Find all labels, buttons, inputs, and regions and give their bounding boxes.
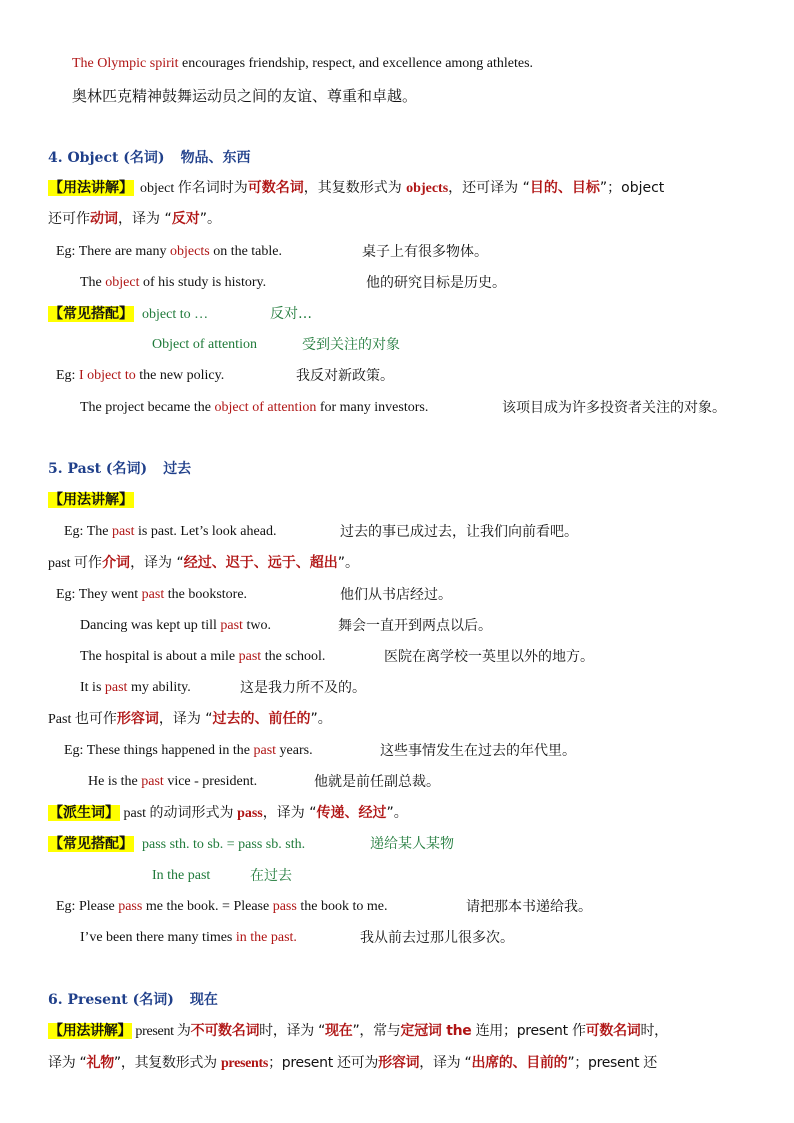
collocation-en: pass sth. to sb. = pass sb. sth. — [142, 837, 306, 852]
collocation-zh: 反对… — [270, 306, 312, 322]
text: 还可作 — [48, 211, 90, 227]
text: The — [80, 275, 106, 290]
collocation-en: In the past — [152, 868, 211, 883]
text: years. — [276, 743, 313, 758]
text: I’ve been there many times — [80, 930, 236, 945]
keyword: past — [111, 524, 135, 539]
text: present 为 — [132, 1024, 191, 1039]
usage-line-2 — [48, 209, 221, 229]
example-sentence — [80, 273, 266, 293]
keyword: past — [238, 649, 262, 664]
text: the new policy. — [135, 368, 225, 383]
usage-line — [48, 178, 664, 199]
keyword: past — [220, 618, 243, 633]
keyword: 可数名词 — [585, 1023, 641, 1039]
example-sentence — [64, 741, 313, 761]
section-title: 4. Object (名词) — [48, 150, 165, 166]
text: ”，其复数形式为 — [113, 1055, 221, 1071]
text: for many investors. — [316, 400, 429, 415]
text: Past 也可作 — [48, 712, 117, 727]
keyword: presents — [220, 1056, 269, 1071]
derivative-tag: 【派生词】 — [49, 805, 119, 821]
text: ，译为 “ — [118, 211, 172, 227]
text: past 可作 — [48, 556, 103, 571]
text: the school. — [261, 649, 326, 664]
text: Eg: These things happened in the — [64, 743, 254, 758]
text: It is — [80, 680, 105, 695]
section-meaning: 过去 — [163, 461, 192, 477]
example-translation: 这是我力所不及的。 — [240, 680, 366, 696]
keyword: 经过、迟于、远于、超出 — [183, 555, 338, 571]
derivative-line — [48, 803, 408, 824]
text: 时， — [640, 1023, 668, 1039]
text: He is the — [88, 774, 142, 789]
text: Eg: Please — [56, 899, 119, 914]
intro-sentence — [72, 54, 533, 74]
example-translation: 该项目成为许多投资者关注的对象。 — [502, 400, 726, 416]
text: Eg: The — [64, 524, 112, 539]
usage-line — [48, 490, 134, 510]
example-sentence — [64, 522, 276, 542]
example-translation: 医院在离学校一英里以外的地方。 — [384, 649, 594, 665]
collocation-tag: 【常见搭配】 — [49, 306, 133, 322]
text: ，其复数形式为 — [303, 180, 407, 196]
text: ；present 还可为 — [268, 1055, 379, 1071]
keyword: object of attention — [214, 400, 317, 415]
keyword: 介词 — [102, 555, 131, 571]
example-sentence — [88, 772, 257, 792]
text: ”。 — [386, 805, 408, 821]
example-translation: 他就是前任副总裁。 — [314, 774, 440, 790]
text: 时，译为 “ — [259, 1023, 326, 1039]
text: ”。 — [310, 711, 332, 727]
collocation-line — [48, 834, 305, 855]
collocation-line — [48, 304, 208, 325]
text: two. — [242, 618, 271, 633]
example-translation: 他的研究目标是历史。 — [366, 275, 506, 291]
usage-tag: 【用法讲解】 — [49, 1023, 132, 1039]
text: ，译为 “ — [262, 805, 317, 821]
usage-tag: 【用法讲解】 — [49, 180, 133, 196]
keyword: past — [104, 680, 128, 695]
text: The hospital is about a mile — [80, 649, 239, 664]
example-translation: 我从前去过那儿很多次。 — [360, 930, 514, 946]
section-meaning: 现在 — [189, 992, 218, 1008]
text: Eg: They went — [56, 587, 142, 602]
text: ”；present 还 — [567, 1055, 657, 1071]
text: ”。 — [337, 555, 360, 571]
collocation-zh: 递给某人某物 — [370, 836, 454, 852]
example-translation: 过去的事已成过去，让我们向前看吧。 — [340, 524, 578, 540]
example-sentence — [56, 585, 247, 605]
collocation-en: object to … — [142, 307, 209, 322]
text: Dancing was kept up till — [80, 618, 221, 633]
keyword: pass — [272, 899, 297, 914]
usage-line — [48, 1021, 668, 1042]
usage-adj-line — [48, 709, 332, 730]
text: is past. Let’s look ahead. — [134, 524, 277, 539]
intro-translation: 奥林匹克精神鼓舞运动员之间的友谊、尊重和卓越。 — [72, 87, 418, 105]
text: the book to me. — [296, 899, 388, 914]
text: object 作名词时为 — [140, 181, 248, 196]
example-translation: 请把那本书递给我。 — [466, 899, 592, 915]
text: ”。 — [199, 211, 221, 227]
text: on the table. — [209, 244, 282, 259]
keyword: pass — [237, 806, 263, 821]
example-sentence — [80, 928, 297, 948]
example-sentence — [56, 242, 282, 262]
text: ，译为 “ — [158, 711, 213, 727]
example-translation: 这些事情发生在过去的年代里。 — [380, 743, 576, 759]
text: Eg: — [56, 368, 79, 383]
example-translation: 我反对新政策。 — [296, 368, 394, 384]
section-meaning: 物品、东西 — [180, 150, 251, 166]
example-sentence — [56, 897, 387, 917]
keyword: I object to — [78, 368, 136, 383]
intro-rest: encourages friendship, respect, and excellence among athletes. — [178, 56, 534, 71]
keyword: 目的、目标 — [529, 180, 600, 196]
example-translation: 他们从书店经过。 — [340, 587, 452, 603]
collocation-tag: 【常见搭配】 — [49, 836, 133, 852]
text: the bookstore. — [164, 587, 248, 602]
text: Eg: There are many — [56, 244, 171, 259]
keyword: objects — [170, 244, 210, 259]
example-translation: 舞会一直开到两点以后。 — [338, 618, 492, 634]
keyword: 现在 — [325, 1023, 353, 1039]
text: past 的动词形式为 — [120, 806, 238, 821]
text: vice - president. — [163, 774, 258, 789]
example-sentence — [56, 366, 224, 386]
section-4-heading — [48, 148, 251, 168]
section-title: 6. Present (名词) — [48, 992, 174, 1008]
section-6-heading — [48, 990, 218, 1010]
keyword: objects — [406, 181, 449, 196]
keyword: in the past. — [235, 930, 297, 945]
example-translation: 桌子上有很多物体。 — [362, 244, 488, 260]
example-sentence — [80, 678, 191, 698]
text: of his study is history. — [139, 275, 267, 290]
keyword: 过去的、前任的 — [212, 711, 311, 727]
text: my ability. — [127, 680, 191, 695]
usage-prep-line — [48, 553, 359, 574]
keyword: past — [253, 743, 277, 758]
text: 译为 “ — [48, 1055, 87, 1071]
usage-tag: 【用法讲解】 — [49, 492, 133, 508]
keyword: 传递、经过 — [316, 805, 387, 821]
keyword: 反对 — [171, 211, 200, 227]
text: ，译为 “ — [419, 1055, 472, 1071]
collocation-en: Object of attention — [152, 337, 257, 352]
text: 连用；present 作 — [471, 1023, 586, 1039]
keyword: 礼物 — [86, 1055, 114, 1071]
text: ”，常与 — [352, 1023, 401, 1039]
example-sentence — [80, 647, 325, 667]
keyword: 定冠词 the — [400, 1023, 472, 1039]
keyword: pass — [118, 899, 143, 914]
text: ”；object — [599, 180, 665, 196]
keyword: 形容词 — [378, 1055, 420, 1071]
example-sentence — [80, 616, 271, 636]
intro-highlight: The Olympic spirit — [72, 56, 179, 71]
text: ，译为 “ — [130, 555, 184, 571]
section-5-heading — [48, 459, 191, 479]
keyword: 不可数名词 — [190, 1023, 260, 1039]
keyword: 出席的、目前的 — [471, 1055, 568, 1071]
collocation-zh: 受到关注的对象 — [302, 337, 400, 353]
text: me the book. = Please — [142, 899, 273, 914]
keyword: past — [141, 587, 165, 602]
usage-line-2 — [48, 1053, 657, 1074]
keyword: 形容词 — [116, 711, 159, 727]
keyword: 动词 — [90, 211, 118, 227]
text: ，还可译为 “ — [448, 180, 530, 196]
keyword: 可数名词 — [247, 180, 304, 196]
example-sentence — [80, 398, 428, 418]
keyword: past — [141, 774, 164, 789]
keyword: object — [105, 275, 140, 290]
text: The project became the — [80, 400, 215, 415]
section-title: 5. Past (名词) — [48, 461, 148, 477]
collocation-zh: 在过去 — [250, 868, 292, 884]
